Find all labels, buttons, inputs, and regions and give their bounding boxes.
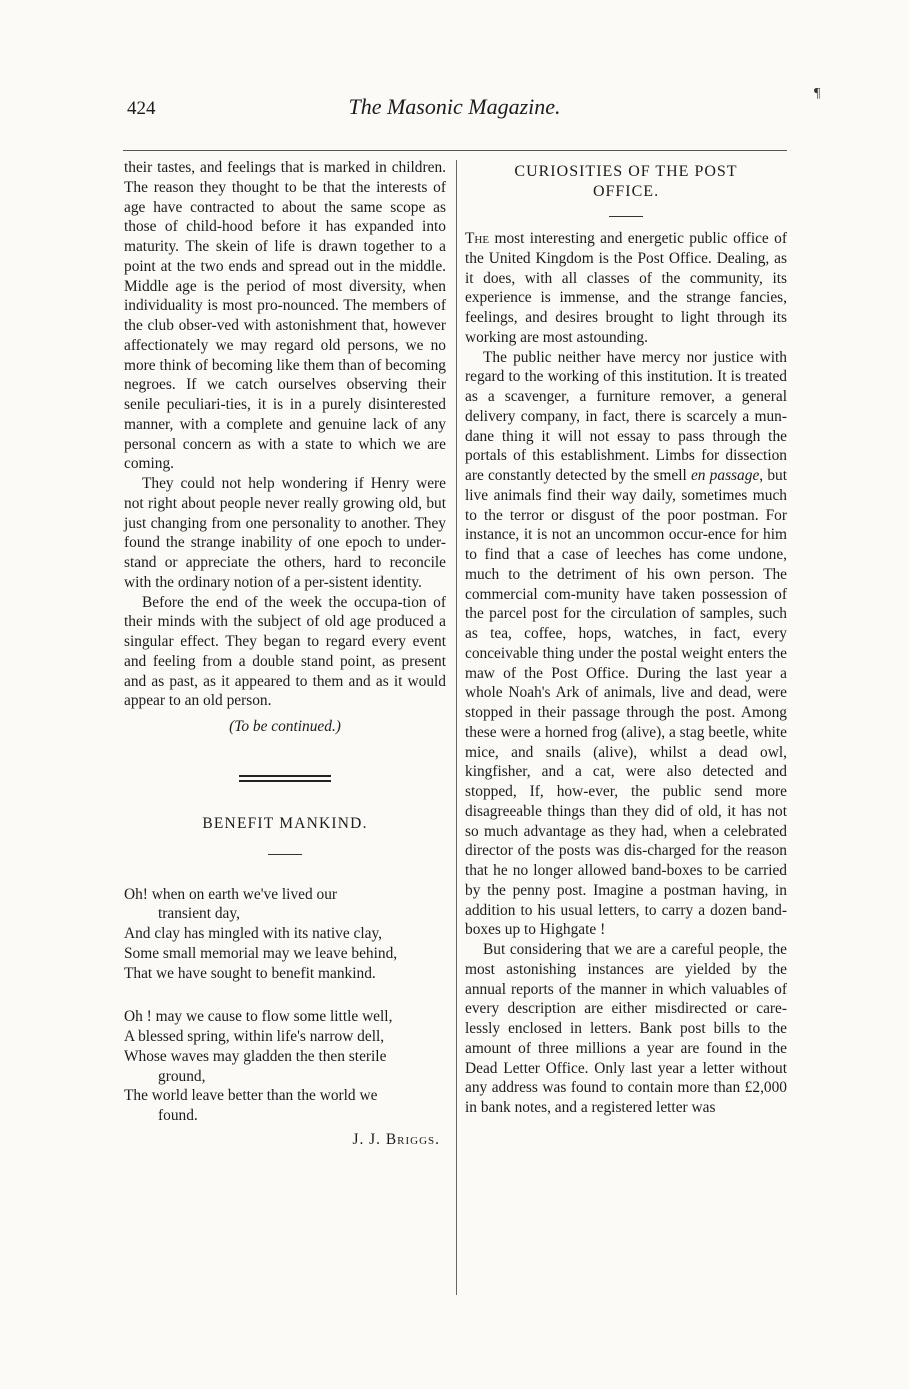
header-rule [123,150,787,151]
poem-title: BENEFIT MANKIND. [202,814,368,832]
poem-line: found. [158,1107,198,1124]
poem-line: Some small memorial may we leave behind, [124,944,398,962]
right-paragraph-1 [465,229,787,348]
article-title-line-2: OFFICE. [592,183,660,200]
opening-word: The [465,230,490,247]
right-paragraph-1-text: most interesting and energetic public office of the United Kingdom is the Post Office. Dealing, as it does, with all classes of the community, its experience is immense, and the strange fancies, feelings, and desires brought to light through its working are most astounding. [465,230,787,346]
left-paragraph-3: Before the end of the week the occupa-tion of their minds with the subject of old age produced a singular effect. They began to regard every event and feeling from a double stand point, as present and as past, as it appeared to them and as it would appear to an old person. [124,593,446,710]
left-paragraph-2: They could not help wondering if Henry were not right about people never really growing old, but just changing from one personality to another. They found the strange inability of one epoch to under-stand or appreciate the others, hard to reconcile with the ordinary notion of a per-sistent identity. [124,475,446,591]
column-divider [456,160,457,1295]
running-title: The Masonic Magazine. [348,94,561,119]
margin-mark: ¶ [814,86,821,101]
poem-author: J. J. Briggs. [352,1130,440,1148]
poem-title-rule [268,854,302,855]
poem-stanza-2 [124,1007,446,1126]
right-column [465,158,787,1118]
continued-note: (To be continued.) [229,718,341,735]
poem-line: Oh! when on earth we've lived our [124,885,338,903]
poem-stanza-1 [124,885,446,984]
italic-phrase: en passage [690,467,760,484]
article-title-line-1: CURIOSITIES OF THE POST [514,163,738,180]
article-title [465,162,787,202]
page-number: 424 [127,98,156,119]
right-paragraph-3: But considering that we are a careful people, the most astonishing instances are yielded by the annual reports of the manner in which valuables of every description are either misdirected or care-lessly enclosed in letters. Bank post bills to the amount of three millions a year are found in the Dead Letter Office. Only last year a letter without any address was found to contain more than £2,000 in bank notes, and a registered letter was [465,941,787,1116]
poem-line: transient day, [158,905,240,923]
poem-line: That we have sought to benefit mankind. [124,964,376,982]
right-paragraph-2 [465,348,787,941]
right-paragraph-2-b: , but live animals find their way daily, sometimes much to the terror or disgust of the poor postman. For instance, it is not an uncommon occur-ence for him to find that a case of leeches has come undone, much to the detriment of his own person. The commercial com-munity have taken possession of the parcel post for the circulation of samples, such as tea, coffee, hops, watches, in fact, every conceivable thing under the postal weight enters the maw of the Post Office. During the last year a whole Noah's Ark of animals, live and dead, were stopped in their passage through the post. Among these were a horned frog (alive), a stag beetle, white mice, and snails (alive), whilst a dead owl, kingfisher, and a cat, were also detected and stopped, If, how-ever, the public send more disagreeable things than they did of old, it has not so much advantage as they had, when a celebrated director of the posts was dis-charged for the reason that he no longer allowed band-boxes to be carried by the penny post. Imagine a postman having, in addition to his usual letters, to carry a dozen band-boxes up to Highgate ! [465,467,787,939]
poem-line: A blessed spring, within life's narrow dell, [124,1028,385,1045]
right-paragraph-2-a: The public neither have mercy nor justice with regard to the working of this institution. It is treated as a scavenger, a furniture remover, a general delivery company, in fact, there is scarcely a mun-dane thing it will not essay to pass through the portals of this establishment. Limbs for dissection are constantly detected by the smell [465,348,787,484]
poem-line: The world leave better than the world we [124,1087,378,1105]
poem [124,885,446,1150]
left-column [124,158,446,1150]
section-divider [239,775,331,782]
poem-line: And clay has mingled with its native clay, [124,925,383,942]
poem-line: ground, [158,1067,206,1085]
article-title-rule [609,216,643,217]
left-paragraph-1: their tastes, and feelings that is marked in children. The reason they thought to be that the interests of age have contracted to about the same scope as those of child-hood before it has expanded into maturity. The skein of life is drawn together to a point at the two ends and spread out in the middle. Middle age is the period of most diversity, when individuality is most pro-nounced. The members of the club obser-ved with astonishment that, however affectionately we may regard old persons, we no more think of becoming like them than of becoming negroes. If we catch ourselves observing their senile peculiari-ties, it is in a purely disinterested manner, with a complete and genuine lack of any personal concern as with a state to which we are coming. [124,159,446,473]
poem-line: Whose waves may gladden the then sterile [124,1047,387,1065]
poem-line: Oh ! may we cause to flow some little well, [124,1008,393,1026]
